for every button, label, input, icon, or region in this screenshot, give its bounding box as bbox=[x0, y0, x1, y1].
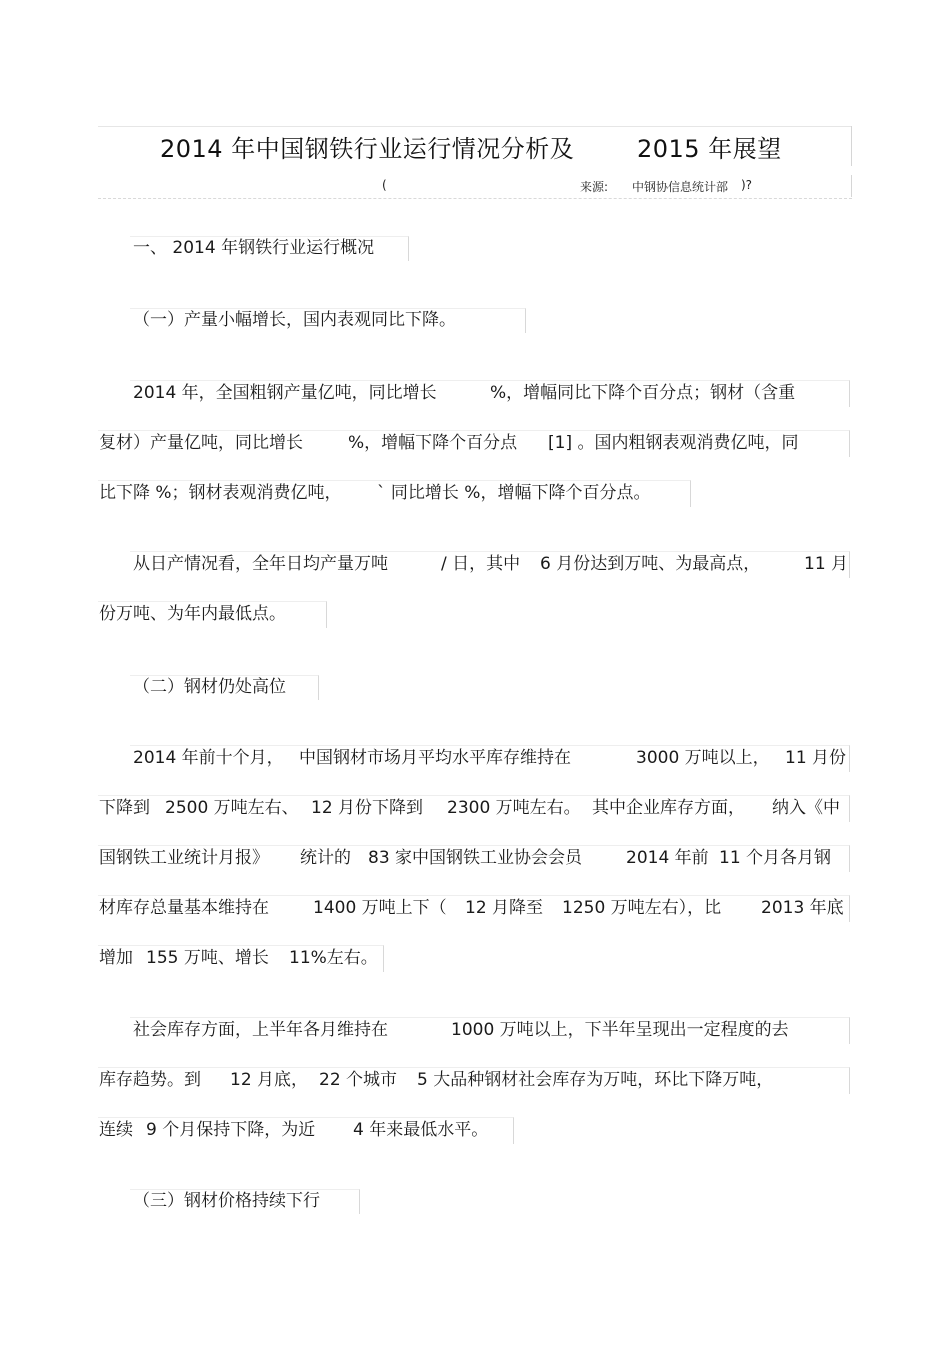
p3-line1b: 中国钢材市场月平均水平库存维持在 bbox=[299, 748, 571, 768]
p3-line2b: 2500 万吨左右、 bbox=[165, 798, 299, 818]
p3-line1d: 11 月份 bbox=[785, 748, 847, 768]
p3-line2d: 2300 万吨左右。 bbox=[447, 798, 581, 818]
p3-line3b: 统计的 bbox=[300, 848, 351, 868]
p3-line5c: 11%左右。 bbox=[289, 948, 378, 968]
page-title-part1: 2014 年中国钢铁行业运行情况分析及 bbox=[160, 135, 575, 163]
p3-line5b: 155 万吨、增长 bbox=[146, 948, 269, 968]
p3-line5a: 增加 bbox=[99, 948, 133, 968]
p4-line2c: 22 个城市 bbox=[319, 1070, 398, 1090]
page-title-part2: 2015 年展望 bbox=[637, 135, 782, 163]
title-bottom-rule bbox=[98, 198, 852, 199]
p4-line3c: 4 年来最低水平。 bbox=[353, 1120, 489, 1140]
source-right-rule bbox=[851, 175, 852, 197]
p3-line2c: 12 月份下降到 bbox=[311, 798, 424, 818]
title-top-rule bbox=[98, 126, 852, 127]
p1-line3b: ` 同比增长 %，增幅下降个百分点。 bbox=[377, 483, 651, 503]
p2-line1d: 11 月 bbox=[804, 554, 849, 574]
source-open-paren: ( bbox=[382, 178, 387, 192]
p4-line2d: 5 大品种钢材社会库存为万吨，环比下降万吨， bbox=[417, 1070, 774, 1090]
source-label: 来源: bbox=[580, 180, 609, 194]
p3-line4e: 2013 年底 bbox=[761, 898, 844, 918]
subsection-heading-1: （一）产量小幅增长，国内表观同比下降。 bbox=[133, 310, 456, 330]
p3-line2f: 纳入《中 bbox=[772, 798, 840, 818]
p3-line4c: 12 月降至 bbox=[465, 898, 544, 918]
p3-line3d: 2014 年前 bbox=[626, 848, 709, 868]
p1-line3a: 比下降 %；钢材表观消费亿吨， bbox=[99, 483, 342, 503]
p4-line2b: 12 月底， bbox=[230, 1070, 309, 1090]
p3-line3c: 83 家中国钢铁工业协会会员 bbox=[368, 848, 583, 868]
p1-line2b: %，增幅下降个百分点 bbox=[348, 433, 518, 453]
p3-line2a: 下降到 bbox=[99, 798, 150, 818]
p3-line4b: 1400 万吨上下（ bbox=[313, 898, 447, 918]
subsection-heading-2: （二）钢材仍处高位 bbox=[133, 677, 286, 697]
p4-line2a: 库存趋势。到 bbox=[99, 1070, 201, 1090]
p2-line1b: / 日，其中 bbox=[441, 554, 521, 574]
p3-line2e: 其中企业库存方面， bbox=[592, 798, 745, 818]
subsection-heading-3: （三）钢材价格持续下行 bbox=[133, 1191, 320, 1211]
p1-line1b: %，增幅同比下降个百分点；钢材（含重 bbox=[490, 383, 796, 403]
p4-line1a: 社会库存方面，上半年各月维持在 bbox=[133, 1020, 388, 1040]
p3-line4d: 1250 万吨左右），比 bbox=[562, 898, 722, 918]
p3-line4a: 材库存总量基本维持在 bbox=[99, 898, 269, 918]
p2-line1a: 从日产情况看，全年日均产量万吨 bbox=[133, 554, 388, 574]
p4-line1b: 1000 万吨以上，下半年呈现出一定程度的去 bbox=[451, 1020, 789, 1040]
source-org: 中钢协信息统计部 bbox=[632, 180, 729, 194]
p1-line1a: 2014 年，全国粗钢产量亿吨，同比增长 bbox=[133, 383, 437, 403]
p1-line2a: 复材）产量亿吨，同比增长 bbox=[99, 433, 303, 453]
p3-line1a: 2014 年前十个月， bbox=[133, 748, 284, 768]
section-heading-1: 一、 2014 年钢铁行业运行概况 bbox=[133, 238, 375, 258]
p3-line3e: 11 个月各月钢 bbox=[719, 848, 832, 868]
p2-line1c: 6 月份达到万吨、为最高点， bbox=[540, 554, 761, 574]
p1-line2c: [1] 。国内粗钢表观消费亿吨，同 bbox=[548, 433, 799, 453]
title-right-rule bbox=[851, 126, 852, 166]
p4-line3a: 连续 bbox=[99, 1120, 133, 1140]
p4-line3b: 9 个月保持下降，为近 bbox=[146, 1120, 316, 1140]
source-close: )? bbox=[741, 178, 753, 192]
p3-line1c: 3000 万吨以上， bbox=[636, 748, 770, 768]
p3-line3a: 国钢铁工业统计月报》 bbox=[99, 848, 269, 868]
p2-line2: 份万吨、为年内最低点。 bbox=[99, 604, 286, 624]
